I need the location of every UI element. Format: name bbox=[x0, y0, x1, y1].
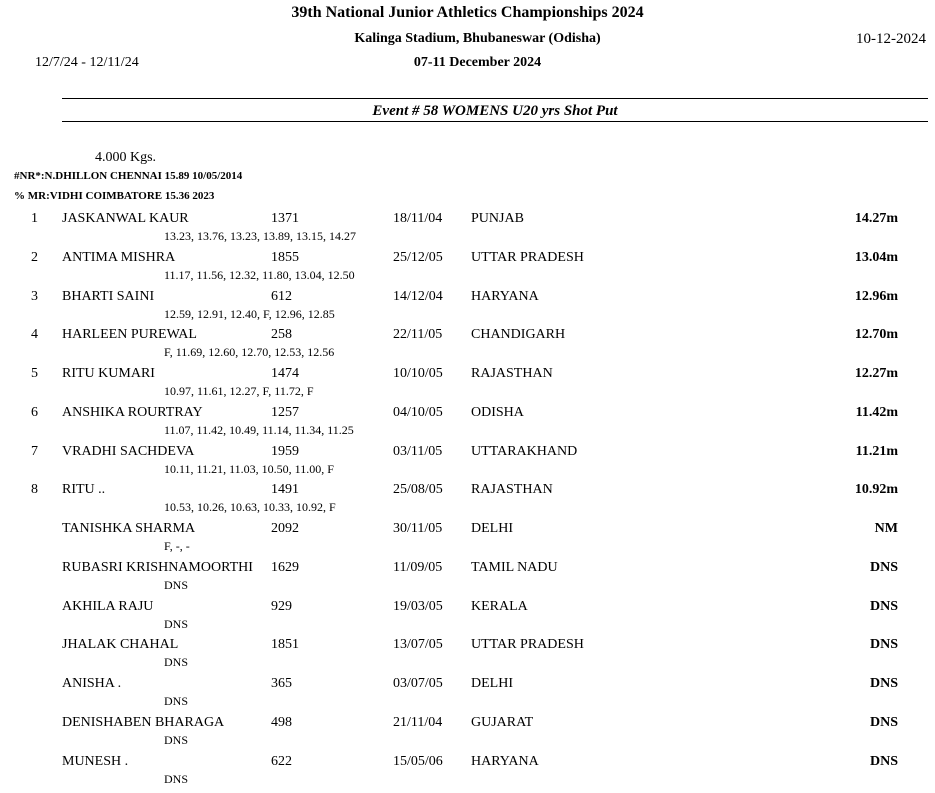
attempt-series: 10.11, 11.21, 11.03, 10.50, 11.00, F bbox=[164, 461, 334, 476]
attempt-series: DNS bbox=[164, 694, 189, 708]
result-mark: 11.21m bbox=[855, 443, 898, 459]
result-rank: 2 bbox=[31, 249, 38, 265]
attempt-series: 12.59, 12.91, 12.40, F, 12.96, 12.85 bbox=[164, 306, 335, 321]
result-mark: 12.27m bbox=[854, 366, 898, 381]
bib-number: 1851 bbox=[271, 637, 299, 653]
team-name: UTTARAKHAND bbox=[471, 443, 578, 459]
bib-number: 1491 bbox=[271, 482, 299, 498]
athlete-name: ANTIMA MISHRA bbox=[62, 249, 176, 265]
athlete-name: VRADHI SACHDEVA bbox=[62, 443, 195, 459]
event-title: Event # 58 WOMENS U20 yrs Shot Put bbox=[372, 103, 618, 119]
bib-number: 612 bbox=[271, 288, 292, 304]
championship-title: 39th National Junior Athletics Championships 2024 bbox=[291, 4, 644, 21]
date-of-birth: 22/11/05 bbox=[393, 327, 443, 343]
result-row bbox=[0, 405, 935, 444]
bib-number: 498 bbox=[271, 714, 292, 730]
date-of-birth: 25/08/05 bbox=[393, 482, 443, 498]
result-mark: DNS bbox=[869, 598, 898, 614]
athlete-name: RUBASRI KRISHNAMOORTHI bbox=[62, 559, 253, 575]
team-name: RAJASTHAN bbox=[471, 366, 553, 381]
event-dates: 07-11 December 2024 bbox=[413, 55, 542, 70]
bib-number: 2092 bbox=[271, 521, 299, 536]
athlete-name: BHARTI SAINI bbox=[62, 288, 155, 304]
result-row bbox=[0, 366, 935, 405]
bib-number: 1959 bbox=[271, 443, 299, 459]
result-row bbox=[0, 599, 935, 638]
date-of-birth: 15/05/06 bbox=[393, 753, 443, 769]
date-of-birth: 11/09/05 bbox=[393, 559, 443, 575]
national-record: #NR*:N.DHILLON CHENNAI 15.89 10/05/2014 bbox=[14, 170, 243, 182]
attempt-series: DNS bbox=[164, 771, 189, 786]
bib-number: 622 bbox=[271, 753, 292, 769]
date-of-birth: 14/12/04 bbox=[393, 288, 443, 304]
athlete-name: AKHILA RAJU bbox=[62, 598, 154, 614]
bib-number: 365 bbox=[271, 676, 292, 691]
attempt-series: 11.07, 11.42, 10.49, 11.14, 11.34, 11.25 bbox=[164, 422, 354, 437]
date-of-birth: 04/10/05 bbox=[393, 404, 443, 420]
result-mark: 11.42m bbox=[855, 404, 898, 420]
bib-number: 1474 bbox=[271, 366, 299, 381]
result-row bbox=[0, 521, 935, 560]
bib-number: 258 bbox=[271, 327, 292, 343]
athlete-name: MUNESH . bbox=[62, 753, 129, 769]
athlete-name: DENISHABEN BHARAGA bbox=[62, 714, 225, 730]
attempt-series: DNS bbox=[164, 577, 189, 592]
date-range: 12/7/24 - 12/11/24 bbox=[35, 55, 139, 70]
result-rank: 8 bbox=[31, 482, 38, 498]
team-name: HARYANA bbox=[471, 288, 539, 304]
result-rank: 5 bbox=[31, 366, 38, 381]
athlete-name: TANISHKA SHARMA bbox=[62, 521, 196, 536]
team-name: TAMIL NADU bbox=[471, 559, 558, 575]
date-of-birth: 18/11/04 bbox=[393, 211, 443, 226]
athlete-name: ANISHA . bbox=[62, 676, 122, 691]
result-row bbox=[0, 444, 935, 483]
attempt-series: 13.23, 13.76, 13.23, 13.89, 13.15, 14.27 bbox=[164, 229, 356, 243]
result-row bbox=[0, 482, 935, 521]
team-name: KERALA bbox=[471, 598, 528, 614]
bib-number: 929 bbox=[271, 598, 292, 614]
date-of-birth: 25/12/05 bbox=[393, 249, 443, 265]
team-name: RAJASTHAN bbox=[471, 482, 553, 498]
print-date: 10-12-2024 bbox=[856, 31, 926, 47]
date-of-birth: 13/07/05 bbox=[393, 637, 443, 653]
attempt-series: F, -, - bbox=[164, 539, 190, 553]
team-name: ODISHA bbox=[471, 404, 524, 420]
team-name: HARYANA bbox=[471, 753, 539, 769]
date-of-birth: 21/11/04 bbox=[393, 714, 443, 730]
athlete-name: JASKANWAL KAUR bbox=[62, 211, 189, 226]
date-of-birth: 10/10/05 bbox=[393, 366, 443, 381]
date-of-birth: 19/03/05 bbox=[393, 598, 443, 614]
result-mark: DNS bbox=[869, 753, 898, 769]
result-mark: 12.70m bbox=[854, 327, 898, 343]
date-of-birth: 30/11/05 bbox=[393, 521, 443, 536]
bottom-rule bbox=[62, 121, 928, 122]
result-mark: 10.92m bbox=[854, 482, 898, 498]
result-mark: DNS bbox=[869, 676, 898, 691]
bib-number: 1257 bbox=[271, 404, 299, 420]
bib-number: 1855 bbox=[271, 249, 299, 265]
date-of-birth: 03/07/05 bbox=[393, 676, 443, 691]
attempt-series: 11.17, 11.56, 12.32, 11.80, 13.04, 12.50 bbox=[164, 267, 355, 282]
result-mark: 12.96m bbox=[854, 288, 898, 304]
result-row bbox=[0, 676, 935, 715]
result-mark: DNS bbox=[869, 637, 898, 653]
result-mark: NM bbox=[874, 521, 898, 536]
result-row bbox=[0, 289, 935, 328]
result-rank: 7 bbox=[31, 443, 38, 459]
result-mark: 14.27m bbox=[854, 211, 898, 226]
bib-number: 1629 bbox=[271, 559, 299, 575]
top-rule bbox=[62, 98, 928, 99]
result-row bbox=[0, 754, 935, 793]
team-name: DELHI bbox=[471, 676, 513, 691]
implement-weight: 4.000 Kgs. bbox=[95, 150, 157, 165]
attempt-series: DNS bbox=[164, 732, 189, 747]
result-row bbox=[0, 327, 935, 366]
result-rank: 6 bbox=[31, 404, 38, 420]
attempt-series: DNS bbox=[164, 655, 189, 670]
team-name: PUNJAB bbox=[471, 211, 524, 226]
attempt-series: 10.97, 11.61, 12.27, F, 11.72, F bbox=[164, 384, 314, 398]
attempt-series: 10.53, 10.26, 10.63, 10.33, 10.92, F bbox=[164, 500, 336, 515]
team-name: CHANDIGARH bbox=[471, 327, 566, 343]
bib-number: 1371 bbox=[271, 211, 299, 226]
result-mark: DNS bbox=[869, 714, 898, 730]
result-row bbox=[0, 250, 935, 289]
athlete-name: RITU KUMARI bbox=[62, 366, 155, 381]
meet-record: % MR:VIDHI COIMBATORE 15.36 2023 bbox=[14, 190, 215, 202]
attempt-series: DNS bbox=[164, 616, 189, 631]
athlete-name: HARLEEN PUREWAL bbox=[62, 327, 197, 343]
result-row bbox=[0, 560, 935, 599]
team-name: UTTAR PRADESH bbox=[471, 637, 584, 653]
result-row bbox=[0, 715, 935, 754]
result-row bbox=[0, 637, 935, 676]
date-of-birth: 03/11/05 bbox=[393, 443, 443, 459]
venue: Kalinga Stadium, Bhubaneswar (Odisha) bbox=[354, 31, 601, 46]
result-rank: 4 bbox=[31, 327, 38, 343]
team-name: DELHI bbox=[471, 521, 513, 536]
result-row bbox=[0, 211, 935, 250]
attempt-series: F, 11.69, 12.60, 12.70, 12.53, 12.56 bbox=[164, 345, 335, 360]
team-name: GUJARAT bbox=[471, 714, 534, 730]
athlete-name: JHALAK CHAHAL bbox=[62, 637, 179, 653]
athlete-name: ANSHIKA ROURTRAY bbox=[62, 404, 203, 420]
result-rank: 3 bbox=[31, 288, 38, 304]
athlete-name: RITU .. bbox=[62, 482, 106, 498]
result-rank: 1 bbox=[31, 211, 38, 226]
result-mark: 13.04m bbox=[854, 249, 898, 265]
team-name: UTTAR PRADESH bbox=[471, 249, 584, 265]
result-mark: DNS bbox=[869, 559, 898, 575]
